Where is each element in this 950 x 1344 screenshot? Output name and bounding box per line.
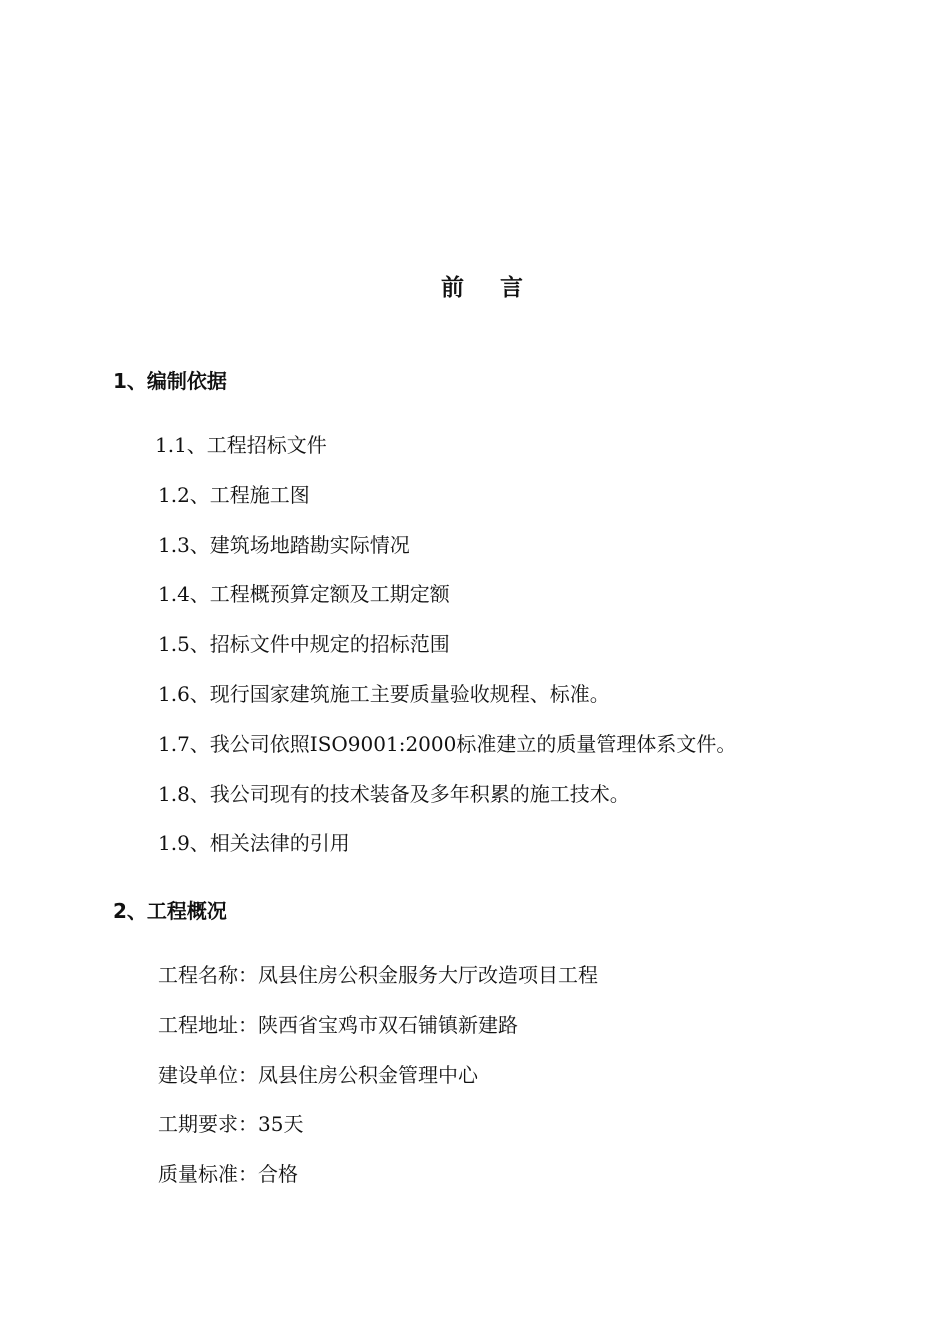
list-item: 1.1、工程招标文件	[155, 433, 327, 457]
basis-list	[155, 430, 736, 878]
page-title: 前 言	[440, 275, 537, 301]
section-heading-overview: 2、工程概况	[113, 899, 227, 923]
section-heading-basis: 1、编制依据	[113, 369, 227, 393]
list-item: 1.3、建筑场地踏勘实际情况	[158, 532, 410, 557]
duration-requirement: 工期要求：35天	[158, 1112, 304, 1137]
construction-unit: 建设单位：凤县住房公积金管理中心	[158, 1062, 478, 1087]
list-item: 1.7、我公司依照ISO9001:2000标准建立的质量管理体系文件。	[158, 731, 737, 756]
list-item: 1.9、相关法律的引用	[158, 831, 350, 856]
list-item: 1.8、我公司现有的技术装备及多年积累的施工技术。	[158, 781, 630, 806]
list-item: 1.4、工程概预算定额及工期定额	[158, 582, 450, 607]
project-name: 工程名称：凤县住房公积金服务大厅改造项目工程	[158, 963, 598, 987]
list-item: 1.2、工程施工图	[158, 482, 310, 507]
project-address: 工程地址：陕西省宝鸡市双石铺镇新建路	[158, 1012, 518, 1037]
overview-list	[158, 960, 598, 1209]
list-item: 1.5、招标文件中规定的招标范围	[158, 632, 450, 657]
list-item: 1.6、现行国家建筑施工主要质量验收规程、标准。	[158, 681, 610, 706]
quality-standard: 质量标准：合格	[158, 1162, 298, 1187]
